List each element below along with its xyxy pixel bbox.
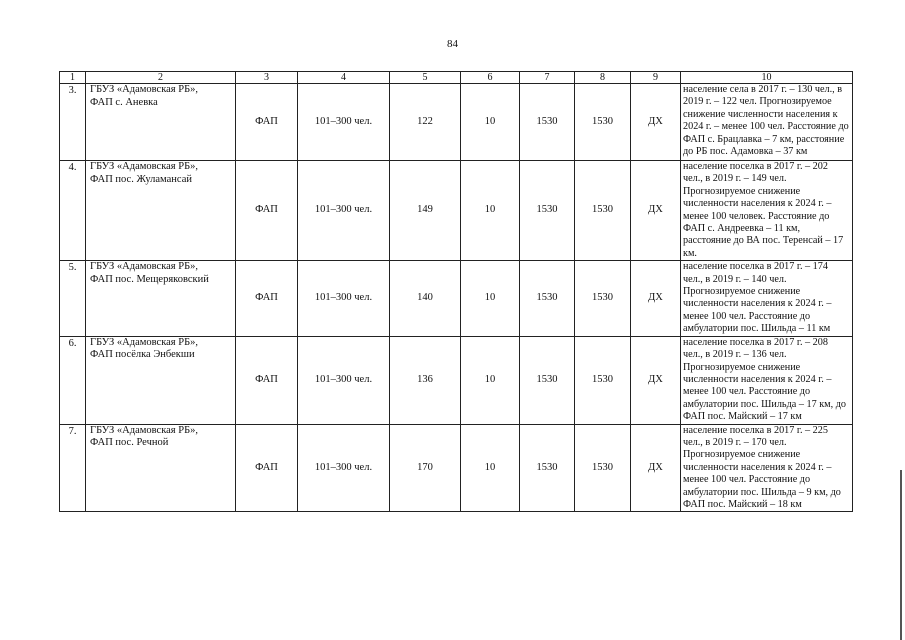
header-col-8: 8 (575, 72, 631, 84)
col-9-value: ДХ (631, 336, 681, 424)
facility-point: ФАП пос. Жуламансай (90, 173, 192, 185)
table-body (60, 84, 853, 512)
header-col-2: 2 (86, 72, 236, 84)
population-range: 101–300 чел. (298, 336, 390, 424)
header-col-4: 4 (298, 72, 390, 84)
header-col-1: 1 (60, 72, 86, 84)
header-col-5: 5 (390, 72, 461, 84)
facility-type: ФАП (236, 84, 298, 161)
facility-type: ФАП (236, 336, 298, 424)
facility-org: ГБУЗ «Адамовская РБ», (90, 336, 198, 348)
population-count: 140 (390, 261, 461, 336)
header-col-3: 3 (236, 72, 298, 84)
facility-name (86, 84, 236, 161)
col-6-value: 10 (461, 261, 520, 336)
col-7-value: 1530 (520, 261, 575, 336)
header-col-6: 6 (461, 72, 520, 84)
population-count: 136 (390, 336, 461, 424)
facility-name (86, 424, 236, 512)
facilities-table (59, 71, 853, 512)
col-7-value: 1530 (520, 424, 575, 512)
col-6-value: 10 (461, 84, 520, 161)
population-count: 170 (390, 424, 461, 512)
facility-point: ФАП пос. Речной (90, 437, 169, 449)
col-8-value: 1530 (575, 336, 631, 424)
row-number: 5. (60, 261, 86, 336)
col-9-value: ДХ (631, 261, 681, 336)
population-note: население села в 2017 г. – 130 чел., в 2019 г. – 122 чел. Прогнозируемое снижение численности населения к 2024 г. – менее 100 чел. Расстояние до ФАП с. Брацлавка – 7 км, расстояние до РБ пос. Адамовка – 37 км (681, 84, 853, 161)
row-number: 4. (60, 161, 86, 261)
table-header (60, 72, 853, 84)
population-note: население поселка в 2017 г. – 225 чел., в 2019 г. – 170 чел. Прогнозируемое снижение численности населения к 2024 г. – менее 100 чел. Расстояние до амбулатории пос. Шильда – 9 км, до ФАП пос. Майский – 18 км (681, 424, 853, 512)
row-number: 7. (60, 424, 86, 512)
population-range: 101–300 чел. (298, 261, 390, 336)
facility-point: ФАП с. Аневка (90, 96, 158, 108)
header-col-9: 9 (631, 72, 681, 84)
col-6-value: 10 (461, 336, 520, 424)
facility-type: ФАП (236, 161, 298, 261)
col-7-value: 1530 (520, 161, 575, 261)
population-count: 122 (390, 84, 461, 161)
population-range: 101–300 чел. (298, 84, 390, 161)
col-9-value: ДХ (631, 424, 681, 512)
col-6-value: 10 (461, 161, 520, 261)
col-8-value: 1530 (575, 161, 631, 261)
facility-point: ФАП посёлка Энбекши (90, 349, 195, 361)
page-number: 84 (447, 38, 458, 50)
population-range: 101–300 чел. (298, 424, 390, 512)
facility-name (86, 161, 236, 261)
population-note: население поселка в 2017 г. – 202 чел., в 2019 г. – 149 чел. Прогнозируемое снижение численности населения к 2024 г. – менее 100 человек. Расстояние до ФАП с. Андреевка – 11 км, расстояние до ВА пос. Теренсай – 17 км. (681, 161, 853, 261)
population-count: 149 (390, 161, 461, 261)
population-note: население поселка в 2017 г. – 208 чел., в 2019 г. – 136 чел. Прогнозируемое снижение численности населения к 2024 г. – менее 100 чел. Расстояние до амбулатории пос. Шильда – 17 км, до ФАП пос. Майский – 17 км (681, 336, 853, 424)
facility-name (86, 261, 236, 336)
table-row (60, 261, 853, 336)
row-number: 3. (60, 84, 86, 161)
facility-name (86, 336, 236, 424)
col-7-value: 1530 (520, 336, 575, 424)
population-range: 101–300 чел. (298, 161, 390, 261)
table-row (60, 84, 853, 161)
table-row (60, 161, 853, 261)
row-number: 6. (60, 336, 86, 424)
header-col-10: 10 (681, 72, 853, 84)
facility-org: ГБУЗ «Адамовская РБ», (90, 424, 198, 436)
header-row (60, 72, 853, 84)
table-row (60, 336, 853, 424)
facility-org: ГБУЗ «Адамовская РБ», (90, 261, 198, 273)
col-9-value: ДХ (631, 161, 681, 261)
header-col-7: 7 (520, 72, 575, 84)
col-9-value: ДХ (631, 84, 681, 161)
col-8-value: 1530 (575, 424, 631, 512)
facility-org: ГБУЗ «Адамовская РБ», (90, 161, 198, 172)
col-8-value: 1530 (575, 84, 631, 161)
facility-type: ФАП (236, 261, 298, 336)
facility-org: ГБУЗ «Адамовская РБ», (90, 84, 198, 95)
col-6-value: 10 (461, 424, 520, 512)
facility-point: ФАП пос. Мещеряковский (90, 273, 209, 285)
facility-type: ФАП (236, 424, 298, 512)
col-7-value: 1530 (520, 84, 575, 161)
col-8-value: 1530 (575, 261, 631, 336)
population-note: население поселка в 2017 г. – 174 чел., в 2019 г. – 140 чел. Прогнозируемое снижение численности населения к 2024 г. – менее 100 чел. Расстояние до амбулатории пос. Шильда – 11 км (681, 261, 853, 336)
scan-edge-line (900, 470, 902, 640)
table-row (60, 424, 853, 512)
